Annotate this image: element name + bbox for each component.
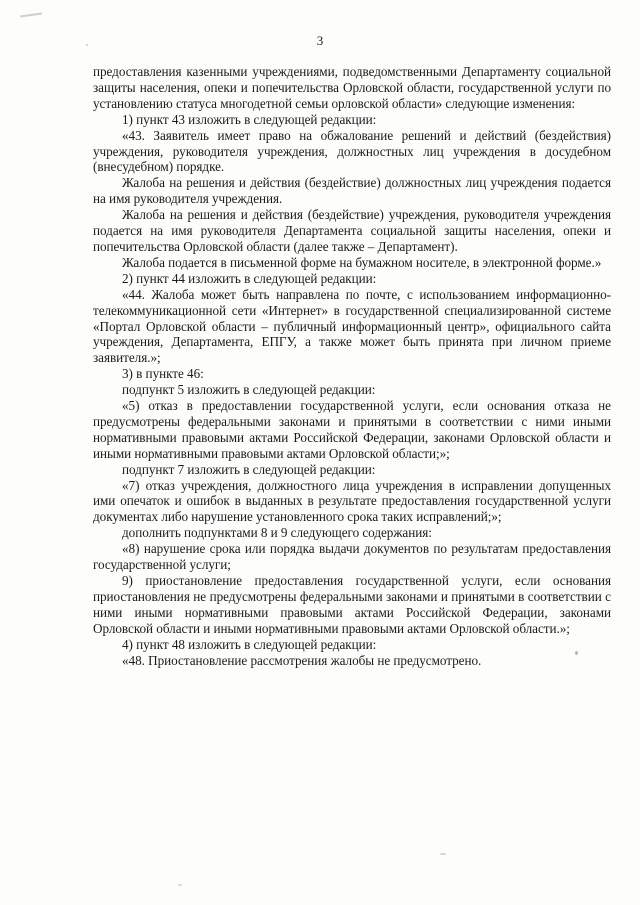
paragraph-subitem-7: «7) отказ учреждения, должностного лица учреждения в исправлении допущенных ими опечаток и ошибок в выданных в результате предоставления государственной услуги документах либо нарушение установленного срока таких исправлений;»; <box>93 477 611 525</box>
paragraph-complaint-institution: Жалоба на решения и действия (бездействие) учреждения, руководителя учреждения подается на имя руководителя Департамента социальной защиты населения, опеки и попечительства Орловской области (далее также – Департамент). <box>93 207 611 254</box>
paragraph-subitem-5: «5) отказ в предоставлении государственной услуги, если основания отказа не предусмотрены федеральными законами и принятыми в соответствии с ними иными нормативными правовыми актами Российской Федерации, законами Орловской области и иными нормативными правовыми актами Орловской области;»; <box>93 398 611 461</box>
scan-speck <box>178 884 182 886</box>
document-body <box>93 64 611 668</box>
paragraph-complaint-officials: Жалоба на решения и действия (бездействие) должностных лиц учреждения подается на имя руководителя учреждения. <box>93 175 611 207</box>
paragraph-item-4: 4) пункт 48 изложить в следующей редакции: <box>122 636 377 652</box>
paragraph-clause-43: «43. Заявитель имеет право на обжалование решений и действий (бездействия) учреждения, руководителя учреждения, должностных лиц учреждения в досудебном (внесудебном) порядке. <box>93 127 611 175</box>
paragraph-item-2: 2) пункт 44 изложить в следующей редакции: <box>122 270 377 286</box>
paragraph-item-1: 1) пункт 43 изложить в следующей редакции: <box>122 111 377 127</box>
paragraph-intro: предоставления казенными учреждениями, подведомственными Департаменту социальной защиты населения, опеки и попечительства Орловской области, государственной услуги по установлению статуса многодетной семьи орловской области» следующие изменения: <box>93 64 611 111</box>
paragraph-subitem-8: «8) нарушение срока или порядка выдачи документов по результатам предоставления государственной услуги; <box>93 541 611 573</box>
paragraph-item-3: 3) в пункте 46: <box>122 366 204 382</box>
paragraph-complaint-form: Жалоба подается в письменной форме на бумажном носителе, в электронной форме.» <box>122 254 602 270</box>
scan-speck <box>86 44 88 46</box>
scan-speck <box>440 853 446 855</box>
paragraph-clause-48: «48. Приостановление рассмотрения жалобы не предусмотрено. <box>122 652 482 668</box>
paragraph-subitems-8-9-intro: дополнить подпунктами 8 и 9 следующего содержания: <box>122 525 432 541</box>
paragraph-clause-44: «44. Жалоба может быть направлена по почте, с использованием информационно-телекоммуникационной сети «Интернет» в государственной специализированной системе «Портал Орловской области – публичный информационный центр», официального сайта учреждения, Департамента, ЕПГУ, а также может быть принята при личном приеме заявителя.»; <box>93 286 611 366</box>
paragraph-subitem-5-intro: подпункт 5 изложить в следующей редакции: <box>122 382 376 398</box>
scan-mark <box>20 12 42 17</box>
paragraph-subitem-7-intro: подпункт 7 изложить в следующей редакции: <box>122 461 376 477</box>
scan-speck <box>575 651 578 655</box>
page-number: 3 <box>316 33 324 48</box>
paragraph-subitem-9: 9) приостановление предоставления государственной услуги, если основания приостановления не предусмотрены федеральными законами и принятыми в соответствии с ними иными нормативными правовыми актами Российской Федерации, законами Орловской области и иными нормативными правовыми актами Орловской области.»; <box>93 573 611 636</box>
